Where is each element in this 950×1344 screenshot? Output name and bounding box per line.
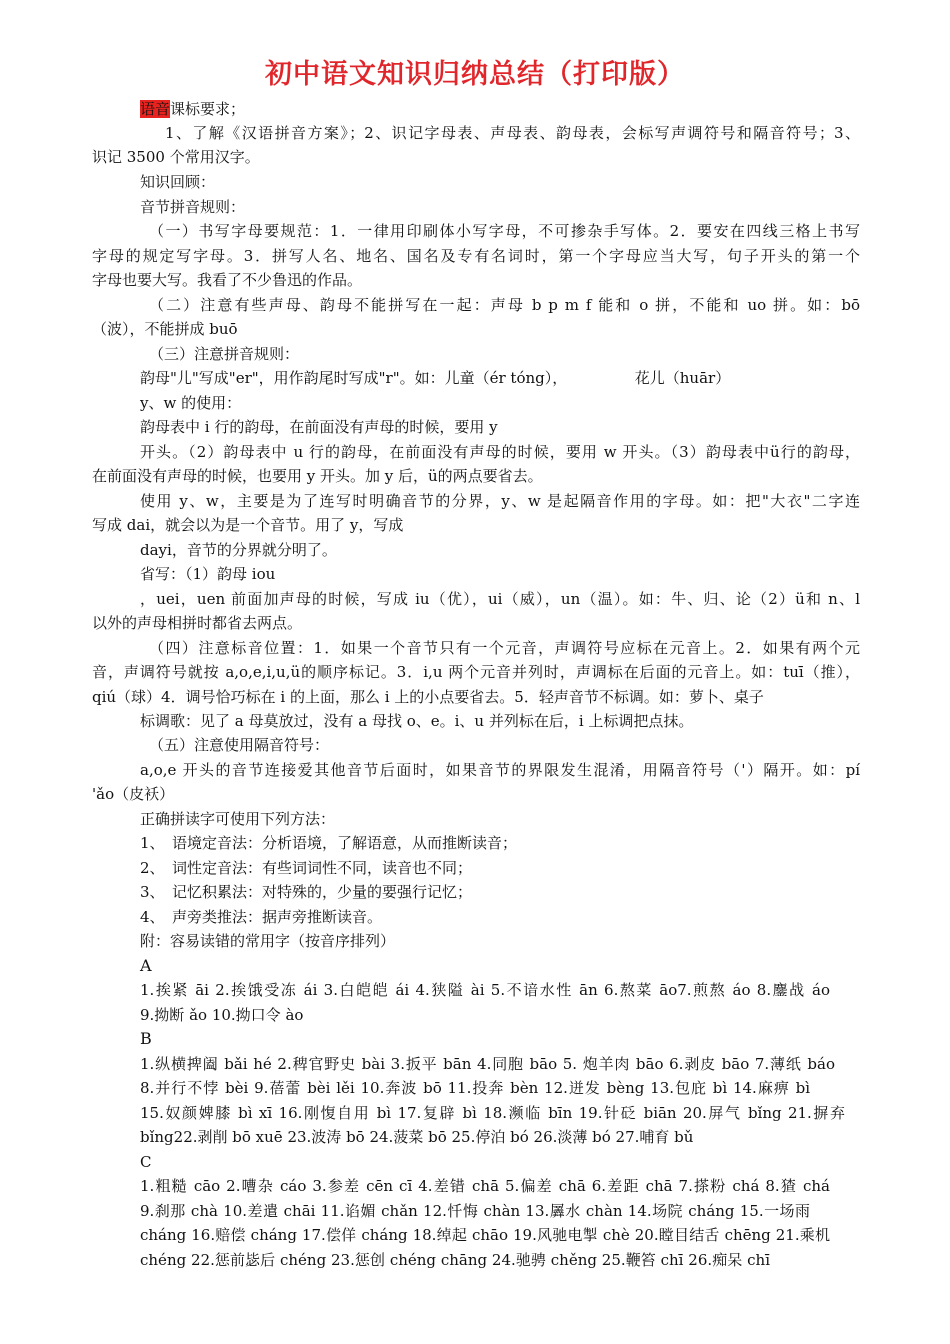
text-line: 正确拼读字可使用下列方法： (140, 810, 336, 828)
text-line: 字母的规定写字母。3．拼写人名、地名、国名及专有名词时，第一个字母应当大写，句子开头的第一个 (92, 247, 860, 265)
text-line: 韵母表中 i 行的韵母，在前面没有声母的时候，要用 y (140, 418, 498, 436)
section-heading (140, 97, 245, 121)
text-line: 1、了解《汉语拼音方案》；2、识记字母表、声母表、韵母表，会标写声调符号和隔音符号；3、 (165, 124, 860, 142)
text-line: a,o,e 开头的音节连接爱其他音节后面时，如果音节的界限发生混淆，用隔音符号（'）隔开。如：pí (140, 761, 860, 779)
text-line: 1.挨紧 āi 2.挨饿受冻 ái 3.白皑皑 ái 4.狭隘 ài 5.不谙水性 ān 6.熬菜 āo7.煎熬 áo 8.鏖战 áo (140, 981, 830, 999)
text-line: （五）注意使用隔音符号： (149, 736, 330, 754)
text-line: cháng 16.赔偿 cháng 17.偿佯 cháng 18.绰起 chāo 19.风驰电掣 chè 20.瞠目结舌 chēng 21.乘机 (140, 1226, 830, 1244)
text-line: 9.刹那 chà 10.差遣 chāi 11.谄媚 chǎn 12.忏悔 chàn 13.羼水 chàn 14.场院 cháng 15.一场雨 (140, 1202, 810, 1220)
section-heading-rest: 课标要求； (170, 100, 246, 118)
text-line: 附：容易读错的常用字（按音序排列） (140, 932, 396, 950)
text-line: 使用 y、w，主要是为了连写时明确音节的分界，y、w 是起隔音作用的字母。如：把"大衣"二字连 (140, 492, 860, 510)
text-line: （二）注意有些声母、韵母不能拼写在一起：声母 b p m f 能和 o 拼，不能和 uo 拼。如：bō (149, 296, 860, 314)
text-line: 音，声调符号就按 a,o,e,i,u,ü的顺序标记。3．i,u 两个元音并列时，声调标在后面的元音上。如：tuī（推）， (92, 663, 860, 681)
text-line: 音节拼音规则： (140, 198, 246, 216)
text-line: 在前面没有声母的时候，也要用 y 开头。加 y 后，ü的两点要省去。 (92, 467, 543, 485)
text-line: （四）注意标音位置：1．如果一个音节只有一个元音，声调符号应标在元音上。2．如果有两个元 (149, 639, 860, 657)
text-line: 开头。（2）韵母表中 u 行的韵母，在前面没有声母的时候，要用 w 开头。（3）韵母表中ü行的韵母， (140, 443, 860, 461)
text-line: 字母也要大写。我看了不少鲁迅的作品。 (92, 271, 363, 289)
text-line: （一）书写字母要规范：1．一律用印刷体小写字母，不可掺杂手写体。2．要安在四线三格上书写 (149, 222, 860, 240)
section-tag-highlight: 语音 (140, 100, 171, 118)
text-line: 2、 词性定音法：有些词词性不同，读音也不同； (140, 859, 473, 877)
text-line: dayi，音节的分界就分明了。 (140, 541, 337, 559)
text-line: 以外的声母相拼时都省去两点。 (92, 614, 303, 632)
text-line: 韵母"儿"写成"er"，用作韵尾时写成"r"。如：儿童（ér tóng）， 花儿（huār） (140, 369, 731, 387)
text-line: 1、 语境定音法：分析语境，了解语意，从而推断读音； (140, 834, 518, 852)
text-line: 'ǎo（皮袄） (92, 785, 175, 803)
text-line: 写成 dai，就会以为是一个音节。用了 y，写成 (92, 516, 404, 534)
text-line: 识记 3500 个常用汉字。 (92, 148, 260, 166)
text-line: bǐng22.剥削 bō xuē 23.波涛 bō 24.菠菜 bō 25.停泊 bó 26.淡薄 bó 27.哺育 bǔ (140, 1128, 694, 1146)
text-line: ，uei，uen 前面加声母的时候，写成 iu（优），ui（威），un（温）。如：牛、归、论（2）ü和 n、l (140, 590, 860, 608)
text-line: 3、 记忆积累法：对特殊的，少量的要强行记忆； (140, 883, 473, 901)
text-line: B (140, 1029, 152, 1048)
text-line: 省写：（1）韵母 iou (140, 565, 276, 583)
text-line: 知识回顾： (140, 173, 216, 191)
text-line: 8.并行不悖 bèi 9.蓓蕾 bèi lěi 10.奔波 bō 11.投奔 bèn 12.迸发 bèng 13.包庇 bì 14.麻痹 bì (140, 1079, 810, 1097)
text-line: 1.粗糙 cāo 2.嘈杂 cáo 3.参差 cēn cī 4.差错 chā 5.偏差 chā 6.差距 chā 7.搽粉 chá 8.猹 chá (140, 1177, 830, 1195)
text-line: A (140, 956, 152, 975)
text-line: y、w 的使用： (140, 394, 242, 412)
text-line: chéng 22.惩前毖后 chéng 23.惩创 chéng chāng 24.驰骋 chěng 25.鞭笞 chī 26.痴呆 chī (140, 1251, 770, 1269)
text-line: 15.奴颜婢膝 bì xī 16.刚愎自用 bì 17.复辟 bì 18.濒临 bīn 19.针砭 biān 20.屏气 bǐng 21.摒弃 (140, 1104, 845, 1122)
text-line: 9.拗断 ǎo 10.拗口令 ào (140, 1006, 304, 1024)
document-title: 初中语文知识归纳总结（打印版） (265, 59, 685, 90)
text-line: 4、 声旁类推法：据声旁推断读音。 (140, 908, 383, 926)
text-line: （三）注意拼音规则： (149, 345, 300, 363)
text-line: （波），不能拼成 buō (92, 320, 238, 338)
text-line: 标调歌：见了 a 母莫放过，没有 a 母找 o、e。i、u 并列标在后，i 上标调把点抹。 (140, 712, 694, 730)
text-line: qiú（球）4．调号恰巧标在 i 的上面，那么 i 上的小点要省去。5．轻声音节不标调。如：萝卜、桌子 (92, 688, 764, 706)
text-line: C (140, 1153, 152, 1171)
text-line: 1.纵横捭阖 bǎi hé 2.稗官野史 bài 3.扳平 bān 4.同胞 bāo 5. 炮羊肉 bāo 6.剥皮 bāo 7.薄纸 báo (140, 1055, 835, 1073)
